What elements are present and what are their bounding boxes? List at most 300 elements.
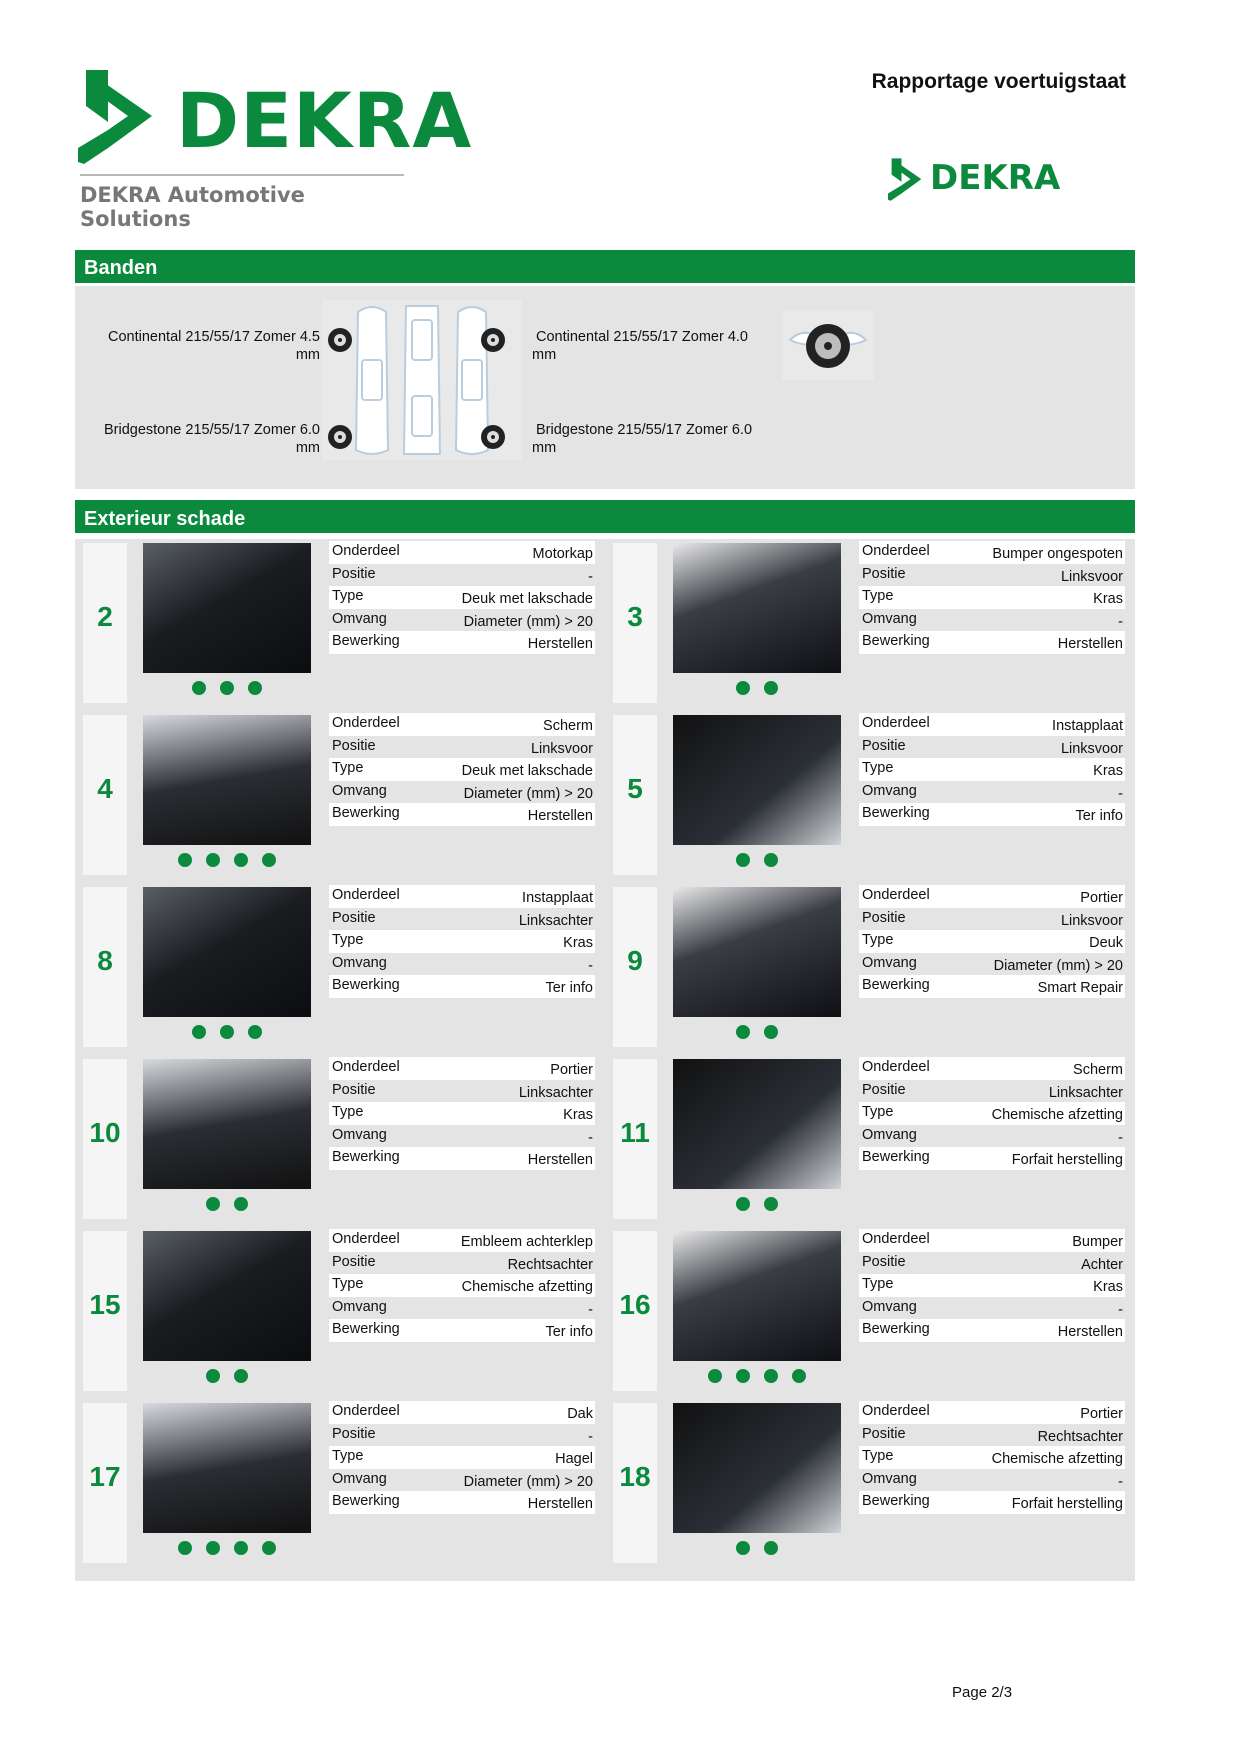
damage-details-table <box>329 1401 595 1514</box>
photo-dot[interactable] <box>764 1025 778 1039</box>
detail-value: Chemische afzetting <box>991 1107 1123 1123</box>
detail-value: Bumper ongespoten <box>992 546 1123 562</box>
detail-label: Onderdeel <box>862 1059 930 1075</box>
detail-value: Kras <box>1093 1279 1123 1295</box>
detail-label: Positie <box>332 565 376 582</box>
detail-label: Onderdeel <box>332 887 400 903</box>
detail-label: Bewerking <box>332 1493 400 1509</box>
detail-value: Instapplaat <box>1052 718 1123 734</box>
detail-row-bewerking <box>859 1491 1125 1514</box>
detail-label: Type <box>862 1448 894 1464</box>
detail-label: Omvang <box>332 1470 387 1487</box>
tyre-rear-right-unit: mm <box>532 440 557 456</box>
detail-value: Bumper <box>1072 1234 1123 1250</box>
photo-pager <box>673 1369 841 1385</box>
tyre-front-left-text <box>94 328 320 364</box>
damage-details-table <box>859 1229 1125 1342</box>
damage-card <box>605 711 1135 873</box>
dekra-logo-mark-icon <box>78 70 158 166</box>
detail-label: Type <box>862 1104 894 1120</box>
photo-dot[interactable] <box>206 1197 220 1211</box>
detail-value: Herstellen <box>527 808 593 824</box>
detail-row-omvang <box>329 1125 595 1148</box>
dekra-logo-mark-small-icon <box>888 158 924 202</box>
damage-details-table <box>859 713 1125 826</box>
detail-label: Type <box>862 760 894 776</box>
detail-value: Instapplaat <box>522 890 593 906</box>
detail-value: Deuk met lakschade <box>461 591 593 607</box>
section-title-banden: Banden <box>84 257 158 279</box>
photo-dot[interactable] <box>220 681 234 695</box>
damage-number: 8 <box>97 945 113 976</box>
damage-number-box <box>83 1059 127 1219</box>
photo-dot[interactable] <box>206 1541 220 1555</box>
detail-value: Linksachter <box>518 1084 593 1101</box>
detail-row-bewerking <box>329 1319 595 1342</box>
spare-wheel-thumbnail <box>782 310 874 380</box>
detail-row-onderdeel <box>329 713 595 736</box>
detail-value: Ter info <box>545 980 593 996</box>
photo-dot[interactable] <box>262 1541 276 1555</box>
detail-label: Positie <box>332 737 376 754</box>
detail-row-type <box>859 930 1125 953</box>
detail-row-omvang <box>859 609 1125 632</box>
detail-label: Type <box>862 588 894 604</box>
detail-label: Omvang <box>332 610 387 627</box>
detail-label: Omvang <box>332 782 387 799</box>
damage-number-box <box>83 1403 127 1563</box>
damage-photo[interactable] <box>143 1059 311 1189</box>
detail-label: Bewerking <box>332 1149 400 1165</box>
detail-label: Bewerking <box>862 805 930 821</box>
detail-value: Diameter (mm) > 20 <box>463 613 593 630</box>
damage-number-box <box>613 1231 657 1391</box>
detail-value: Ter info <box>1075 808 1123 824</box>
detail-row-bewerking <box>329 631 595 654</box>
damage-photo[interactable] <box>673 715 841 845</box>
detail-row-onderdeel <box>329 1401 595 1424</box>
detail-value: Herstellen <box>527 1152 593 1168</box>
report-title: Rapportage voertuigstaat <box>871 70 1126 93</box>
detail-value: Herstellen <box>527 1496 593 1512</box>
photo-dot[interactable] <box>234 1197 248 1211</box>
detail-row-onderdeel <box>859 1057 1125 1080</box>
detail-row-bewerking <box>859 803 1125 826</box>
detail-row-onderdeel <box>859 1229 1125 1252</box>
detail-label: Type <box>862 1276 894 1292</box>
damage-details-table <box>329 713 595 826</box>
photo-dot[interactable] <box>234 1369 248 1383</box>
detail-row-type <box>329 1102 595 1125</box>
detail-value: Herstellen <box>1057 1324 1123 1340</box>
detail-row-omvang <box>859 1125 1125 1148</box>
detail-row-positie <box>859 908 1125 931</box>
photo-dot[interactable] <box>708 1369 722 1383</box>
detail-label: Omvang <box>332 954 387 971</box>
detail-label: Type <box>332 1448 364 1464</box>
detail-label: Omvang <box>332 1298 387 1315</box>
detail-label: Bewerking <box>862 977 930 993</box>
detail-value: Linksvoor <box>1060 912 1123 929</box>
tyre-rear-right-brand: Bridgestone 215/55/17 Zomer 6.0 <box>536 422 753 438</box>
detail-value: Portier <box>550 1062 593 1078</box>
detail-label: Onderdeel <box>862 1403 930 1419</box>
detail-value: Rechtsachter <box>1037 1428 1123 1445</box>
damage-number-box <box>83 715 127 875</box>
detail-value: Diameter (mm) > 20 <box>463 785 593 802</box>
photo-pager <box>143 1369 311 1385</box>
photo-dot[interactable] <box>206 1369 220 1383</box>
damage-details-table <box>329 541 595 654</box>
damage-photo[interactable] <box>673 543 841 673</box>
detail-row-bewerking <box>859 1147 1125 1170</box>
detail-row-positie <box>859 736 1125 759</box>
detail-label: Omvang <box>862 954 917 971</box>
photo-pager <box>673 1197 841 1213</box>
damage-card <box>605 883 1135 1045</box>
brand-subtitle: DEKRA Automotive Solutions <box>80 183 305 231</box>
detail-label: Bewerking <box>862 1321 930 1337</box>
damage-details-table <box>859 1401 1125 1514</box>
detail-label: Onderdeel <box>862 887 930 903</box>
detail-value: Ter info <box>545 1324 593 1340</box>
tyre-front-right-unit: mm <box>532 347 557 363</box>
detail-row-omvang <box>859 953 1125 976</box>
detail-row-type <box>329 586 595 609</box>
detail-value: Rechtsachter <box>507 1256 593 1273</box>
detail-label: Onderdeel <box>862 1231 930 1247</box>
detail-label: Onderdeel <box>332 1231 400 1247</box>
detail-row-positie <box>329 1424 595 1447</box>
damage-number: 15 <box>89 1289 121 1320</box>
photo-pager <box>673 853 841 869</box>
detail-row-type <box>859 758 1125 781</box>
detail-value: Chemische afzetting <box>461 1279 593 1295</box>
damage-card <box>75 539 605 701</box>
damage-card <box>75 1227 605 1389</box>
photo-dot[interactable] <box>248 1025 262 1039</box>
detail-row-omvang <box>329 609 595 632</box>
photo-dot[interactable] <box>248 681 262 695</box>
photo-dot[interactable] <box>220 1025 234 1039</box>
damage-number: 11 <box>620 1117 650 1148</box>
detail-row-onderdeel <box>859 1401 1125 1424</box>
detail-value: Herstellen <box>1057 636 1123 652</box>
damage-details-table <box>329 1229 595 1342</box>
page-number: Page 2/3 <box>952 1684 1013 1701</box>
detail-label: Type <box>332 1276 364 1292</box>
damage-details-table <box>859 885 1125 998</box>
damage-number: 10 <box>89 1117 121 1148</box>
detail-row-type <box>329 930 595 953</box>
detail-label: Onderdeel <box>332 543 400 559</box>
exterior-damage-panel <box>75 539 1135 1581</box>
tyre-rear-right-text <box>532 421 772 457</box>
detail-value: - <box>588 957 593 974</box>
detail-row-omvang <box>859 1469 1125 1492</box>
detail-value: Motorkap <box>532 546 593 562</box>
damage-number-box <box>613 543 657 703</box>
detail-row-type <box>859 1274 1125 1297</box>
detail-row-onderdeel <box>329 1229 595 1252</box>
damage-card <box>75 883 605 1045</box>
detail-label: Type <box>332 760 364 776</box>
detail-value: Scherm <box>1073 1062 1123 1078</box>
photo-dot[interactable] <box>764 1541 778 1555</box>
detail-label: Omvang <box>862 1298 917 1315</box>
detail-value: - <box>588 1301 593 1318</box>
detail-value: Scherm <box>543 718 593 734</box>
detail-value: Portier <box>1080 890 1123 906</box>
damage-card <box>75 1399 605 1561</box>
damage-number: 9 <box>627 945 643 976</box>
photo-pager <box>143 1197 311 1213</box>
damage-photo[interactable] <box>143 887 311 1017</box>
damage-number-box <box>613 1059 657 1219</box>
photo-dot[interactable] <box>206 853 220 867</box>
detail-label: Type <box>332 588 364 604</box>
detail-value: - <box>588 568 593 585</box>
detail-row-bewerking <box>859 631 1125 654</box>
detail-row-omvang <box>859 1297 1125 1320</box>
photo-dot[interactable] <box>736 1541 750 1555</box>
detail-label: Onderdeel <box>862 715 930 731</box>
detail-label: Bewerking <box>862 633 930 649</box>
damage-details-table <box>859 1057 1125 1170</box>
tyre-rear-left-text <box>94 421 320 457</box>
detail-label: Omvang <box>862 1470 917 1487</box>
detail-row-type <box>329 1446 595 1469</box>
detail-value: Linksvoor <box>1060 568 1123 585</box>
detail-value: Diameter (mm) > 20 <box>993 957 1123 974</box>
photo-dot[interactable] <box>234 853 248 867</box>
photo-pager <box>143 681 311 697</box>
detail-row-onderdeel <box>859 713 1125 736</box>
detail-label: Onderdeel <box>332 1059 400 1075</box>
damage-number: 5 <box>627 773 643 804</box>
detail-row-onderdeel <box>859 885 1125 908</box>
detail-label: Bewerking <box>862 1149 930 1165</box>
detail-value: - <box>1118 1129 1123 1146</box>
wheel-rear-left-icon <box>327 424 353 450</box>
detail-label: Positie <box>332 909 376 926</box>
damage-details-table <box>329 1057 595 1170</box>
detail-label: Omvang <box>862 782 917 799</box>
detail-value: - <box>1118 613 1123 630</box>
detail-value: Kras <box>1093 591 1123 607</box>
logo-divider <box>80 174 404 176</box>
detail-row-type <box>859 1102 1125 1125</box>
detail-row-omvang <box>329 1469 595 1492</box>
photo-dot[interactable] <box>262 853 276 867</box>
detail-value: Kras <box>563 935 593 951</box>
detail-label: Bewerking <box>862 1493 930 1509</box>
detail-label: Positie <box>862 737 906 754</box>
damage-number-box <box>83 543 127 703</box>
photo-dot[interactable] <box>178 1541 192 1555</box>
detail-row-bewerking <box>329 1491 595 1514</box>
detail-row-type <box>329 1274 595 1297</box>
photo-dot[interactable] <box>764 1369 778 1383</box>
section-header-exterieur <box>75 500 1135 533</box>
detail-value: Kras <box>563 1107 593 1123</box>
damage-photo[interactable] <box>673 1403 841 1533</box>
photo-dot[interactable] <box>764 853 778 867</box>
detail-value: Chemische afzetting <box>991 1451 1123 1467</box>
photo-pager <box>673 1541 841 1557</box>
damage-photo[interactable] <box>673 887 841 1017</box>
wheel-front-left-icon <box>327 327 353 353</box>
detail-row-omvang <box>329 781 595 804</box>
detail-label: Omvang <box>332 1126 387 1143</box>
photo-dot[interactable] <box>792 1369 806 1383</box>
wheel-front-right-icon <box>480 327 506 353</box>
detail-label: Omvang <box>862 1126 917 1143</box>
detail-label: Onderdeel <box>862 543 930 559</box>
detail-row-onderdeel <box>329 541 595 564</box>
detail-value: Smart Repair <box>1037 980 1123 996</box>
detail-label: Positie <box>862 1253 906 1270</box>
damage-photo[interactable] <box>143 715 311 845</box>
damage-photo[interactable] <box>673 1059 841 1189</box>
photo-dot[interactable] <box>736 1369 750 1383</box>
detail-value: - <box>588 1129 593 1146</box>
detail-row-bewerking <box>329 803 595 826</box>
detail-value: Portier <box>1080 1406 1123 1422</box>
photo-dot[interactable] <box>736 1197 750 1211</box>
tyre-front-right-brand: Continental 215/55/17 Zomer 4.0 <box>536 329 748 345</box>
dekra-logo-small <box>888 158 1061 206</box>
tyre-rear-left-unit: mm <box>295 440 320 456</box>
photo-pager <box>143 1541 311 1557</box>
photo-dot[interactable] <box>234 1541 248 1555</box>
brand-name-small: DEKRA <box>930 158 1061 198</box>
damage-number: 18 <box>619 1461 651 1492</box>
damage-number-box <box>613 715 657 875</box>
detail-row-positie <box>859 564 1125 587</box>
brand-name: DEKRA <box>176 76 473 165</box>
photo-pager <box>143 853 311 869</box>
section-title-exterieur: Exterieur schade <box>84 508 246 530</box>
detail-value: Kras <box>1093 763 1123 779</box>
damage-card <box>605 1227 1135 1389</box>
tyre-front-right-text <box>532 328 772 364</box>
damage-number-box <box>613 1403 657 1563</box>
detail-row-omvang <box>329 1297 595 1320</box>
damage-number-box <box>613 887 657 1047</box>
detail-value: Linksvoor <box>530 740 593 757</box>
damage-photo[interactable] <box>143 1231 311 1361</box>
detail-value: - <box>1118 1301 1123 1318</box>
detail-label: Bewerking <box>332 805 400 821</box>
detail-label: Type <box>332 1104 364 1120</box>
damage-details-table <box>329 885 595 998</box>
detail-value: Forfait herstelling <box>1011 1152 1123 1168</box>
detail-value: - <box>1118 785 1123 802</box>
detail-row-bewerking <box>859 1319 1125 1342</box>
spare-wheel-icon <box>782 310 874 380</box>
damage-photo[interactable] <box>143 543 311 673</box>
photo-pager <box>673 1025 841 1041</box>
detail-value: Embleem achterklep <box>460 1234 593 1250</box>
detail-label: Bewerking <box>332 977 400 993</box>
detail-value: Linksachter <box>1048 1084 1123 1101</box>
photo-dot[interactable] <box>736 681 750 695</box>
detail-row-positie <box>859 1424 1125 1447</box>
detail-value: Forfait herstelling <box>1011 1496 1123 1512</box>
photo-dot[interactable] <box>192 681 206 695</box>
damage-photo[interactable] <box>143 1403 311 1533</box>
photo-dot[interactable] <box>178 853 192 867</box>
detail-label: Omvang <box>862 610 917 627</box>
photo-dot[interactable] <box>192 1025 206 1039</box>
damage-card <box>605 539 1135 701</box>
photo-pager <box>673 681 841 697</box>
detail-label: Positie <box>862 909 906 926</box>
detail-label: Type <box>862 932 894 948</box>
photo-dot[interactable] <box>736 1025 750 1039</box>
detail-value: Herstellen <box>527 636 593 652</box>
detail-label: Positie <box>332 1253 376 1270</box>
detail-label: Onderdeel <box>332 1403 400 1419</box>
detail-row-omvang <box>329 953 595 976</box>
detail-row-positie <box>859 1080 1125 1103</box>
damage-card <box>75 711 605 873</box>
damage-card <box>75 1055 605 1217</box>
damage-number: 17 <box>89 1461 121 1492</box>
photo-dot[interactable] <box>764 681 778 695</box>
photo-dot[interactable] <box>736 853 750 867</box>
damage-number: 3 <box>627 601 643 632</box>
wheel-rear-right-icon <box>480 424 506 450</box>
dekra-logo <box>78 70 473 231</box>
damage-details-table <box>859 541 1125 654</box>
detail-label: Bewerking <box>332 633 400 649</box>
detail-label: Positie <box>332 1081 376 1098</box>
damage-photo[interactable] <box>673 1231 841 1361</box>
photo-dot[interactable] <box>764 1197 778 1211</box>
detail-row-positie <box>329 564 595 587</box>
damage-number-box <box>83 887 127 1047</box>
detail-row-type <box>329 758 595 781</box>
section-header-banden <box>75 250 1135 283</box>
damage-number: 16 <box>619 1289 651 1320</box>
detail-row-bewerking <box>329 975 595 998</box>
detail-row-omvang <box>859 781 1125 804</box>
tyre-front-left-brand: Continental 215/55/17 Zomer 4.5 <box>108 329 320 345</box>
detail-label: Onderdeel <box>332 715 400 731</box>
detail-value: - <box>1118 1473 1123 1490</box>
detail-row-onderdeel <box>329 885 595 908</box>
damage-number: 2 <box>97 601 113 632</box>
detail-row-positie <box>329 1080 595 1103</box>
tyres-panel <box>75 286 1135 489</box>
photo-pager <box>143 1025 311 1041</box>
detail-value: Deuk <box>1089 935 1123 951</box>
detail-row-positie <box>329 908 595 931</box>
detail-row-type <box>859 586 1125 609</box>
detail-label: Positie <box>862 1081 906 1098</box>
detail-label: Bewerking <box>332 1321 400 1337</box>
detail-value: Deuk met lakschade <box>461 763 593 779</box>
detail-label: Positie <box>862 565 906 582</box>
damage-number: 4 <box>97 773 113 804</box>
detail-row-bewerking <box>859 975 1125 998</box>
detail-value: Linksvoor <box>1060 740 1123 757</box>
damage-card <box>605 1055 1135 1217</box>
detail-label: Type <box>332 932 364 948</box>
detail-value: - <box>588 1428 593 1445</box>
